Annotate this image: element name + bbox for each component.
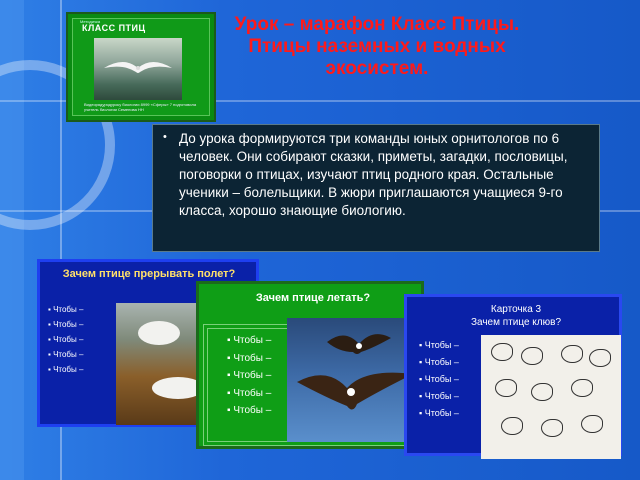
title-slide-thumbnail	[66, 12, 216, 122]
card2-item: ▪ Чтобы –	[227, 385, 271, 403]
eagles-photo	[287, 318, 423, 442]
thumbnail-small-text: Методичка	[80, 19, 101, 24]
description-text: До урока формируются три команды юных орнитологов по 6 человек. Они собирают сказки, приметы, загадки, пословицы, поговорки о птицах, изучают птиц родного края. Остальные ученики – болельщики. В жюри приглашаются учащиеся 9-го класса, хорошо знающие биологию.	[179, 131, 568, 218]
flying-bird-photo	[94, 38, 182, 100]
card3-title	[407, 303, 625, 329]
card2-list	[227, 332, 271, 420]
card3-item: ▪ Чтобы –	[419, 405, 459, 422]
card1-item: ▪ Чтобы –	[48, 302, 83, 317]
card2-item: ▪ Чтобы –	[227, 367, 271, 385]
bird-beaks-drawing	[481, 335, 621, 459]
thumbnail-caption: Видеорядурядуроку биологии 8999 «Сферы» 7 подготовила учитель биологии Семенова НН	[84, 102, 197, 112]
card3-item: ▪ Чтобы –	[419, 371, 459, 388]
card3-title-line1: Карточка 3	[490, 304, 542, 315]
card2-item: ▪ Чтобы –	[227, 402, 271, 420]
thumbnail-heading: КЛАСС ПТИЦ	[82, 23, 146, 33]
card1-item: ▪ Чтобы –	[48, 317, 83, 332]
card3-title-line2: Зачем птице клюв?	[470, 317, 562, 328]
card3-list	[419, 337, 459, 422]
card-why-beak	[404, 294, 622, 456]
card1-item: ▪ Чтобы –	[48, 332, 83, 347]
description-box	[152, 124, 600, 252]
card3-item: ▪ Чтобы –	[419, 388, 459, 405]
card2-item: ▪ Чтобы –	[227, 332, 271, 350]
card1-list	[48, 302, 83, 377]
slide-title: Урок – марафон Класс Птицы. Птицы наземных и водных экосистем.	[234, 14, 520, 79]
card3-item: ▪ Чтобы –	[419, 354, 459, 371]
card3-item: ▪ Чтобы –	[419, 337, 459, 354]
card1-item: ▪ Чтобы –	[48, 362, 83, 377]
card2-item: ▪ Чтобы –	[227, 350, 271, 368]
bullet-icon: •	[163, 131, 167, 143]
card1-title: Зачем птице прерывать полет?	[62, 268, 236, 280]
card-why-fly	[196, 281, 424, 449]
card2-title: Зачем птице летать?	[255, 292, 371, 304]
card1-item: ▪ Чтобы –	[48, 347, 83, 362]
